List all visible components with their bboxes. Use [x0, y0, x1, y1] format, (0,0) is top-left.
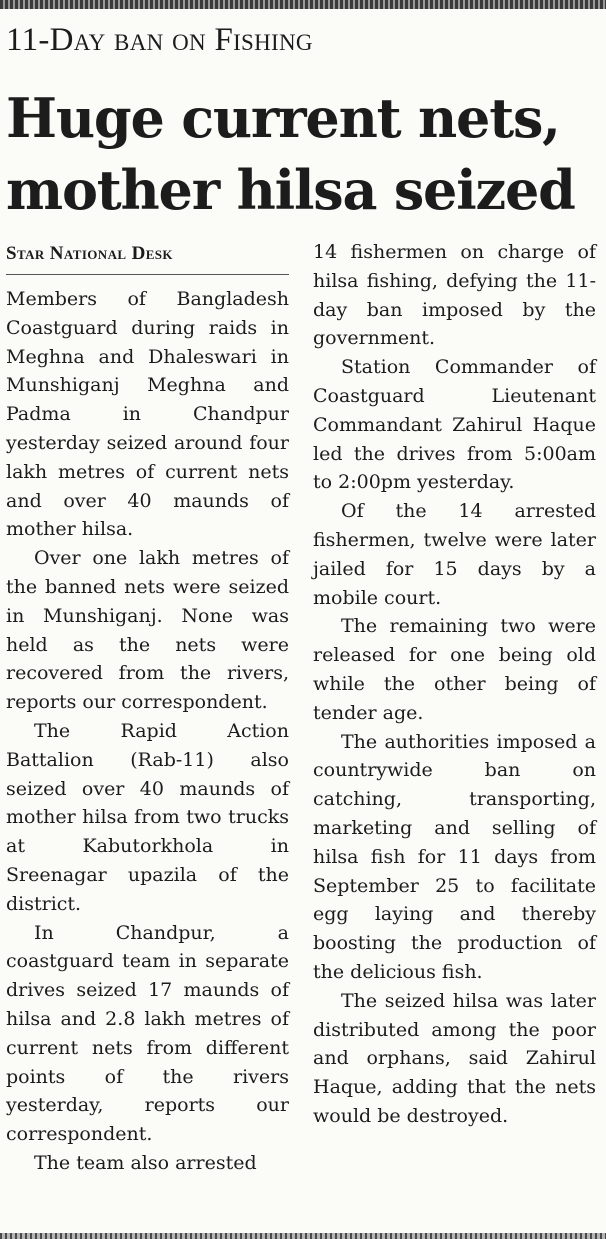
paragraph: The Rapid Action Battalion (Rab-11) also seized over 40 maunds of mother hilsa from two trucks at Kabutorkhola in Sreenagar upazila of the district.	[6, 719, 289, 915]
bottom-border	[0, 1233, 606, 1239]
paragraph: The authorities imposed a countrywide ban on catching, transporting, marketing and selling of hilsa fish for 11 days from September 25 to facilitate egg laying and thereby boosting the production of the delicious fish.	[313, 730, 596, 983]
paragraph: Members of Bangladesh Coastguard during raids in Meghna and Dhaleswari in Munshiganj Meghna and Padma in Chandpur yesterday seized around four lakh metres of current nets and over 40 maunds of mother hilsa.	[6, 288, 289, 541]
paragraph: 14 fishermen on charge of hilsa fishing, defying the 11-day ban imposed by the government.	[313, 241, 596, 350]
paragraph: Of the 14 arrested fishermen, twelve were later jailed for 15 days by a mobile court.	[313, 500, 596, 609]
byline: Star National Desk	[6, 238, 289, 275]
kicker-number: 11-	[6, 22, 50, 58]
paragraph: Station Commander of Coastguard Lieutenant Commandant Zahirul Haque led the drives from 5:00am to 2:00pm yesterday.	[313, 356, 596, 494]
article-kicker	[6, 20, 313, 60]
paragraph: The seized hilsa was later distributed among the poor and orphans, said Zahirul Haque, adding that the nets would be destroyed.	[313, 989, 596, 1127]
kicker-text: Day ban on Fishing	[49, 22, 313, 58]
article-headline	[6, 82, 606, 226]
headline-line-2: mother hilsa seized	[6, 158, 575, 222]
article-column-left	[6, 238, 289, 1178]
article-column-right	[313, 238, 596, 1131]
top-border	[0, 0, 606, 9]
paragraph: In Chandpur, a coastguard team in separate drives seized 17 maunds of hilsa and 2.8 lakh metres of current nets from different points of the rivers yesterday, reports our correspondent.	[6, 921, 289, 1146]
paragraph: The remaining two were released for one being old while the other being of tender age.	[313, 615, 596, 724]
paragraph: The team also arrested	[34, 1151, 257, 1174]
headline-line-1: Huge current nets,	[6, 86, 560, 150]
paragraph: Over one lakh metres of the banned nets were seized in Munshiganj. None was held as the nets were recovered from the rivers, reports our correspondent.	[6, 547, 289, 714]
column-gutter	[299, 238, 300, 1223]
